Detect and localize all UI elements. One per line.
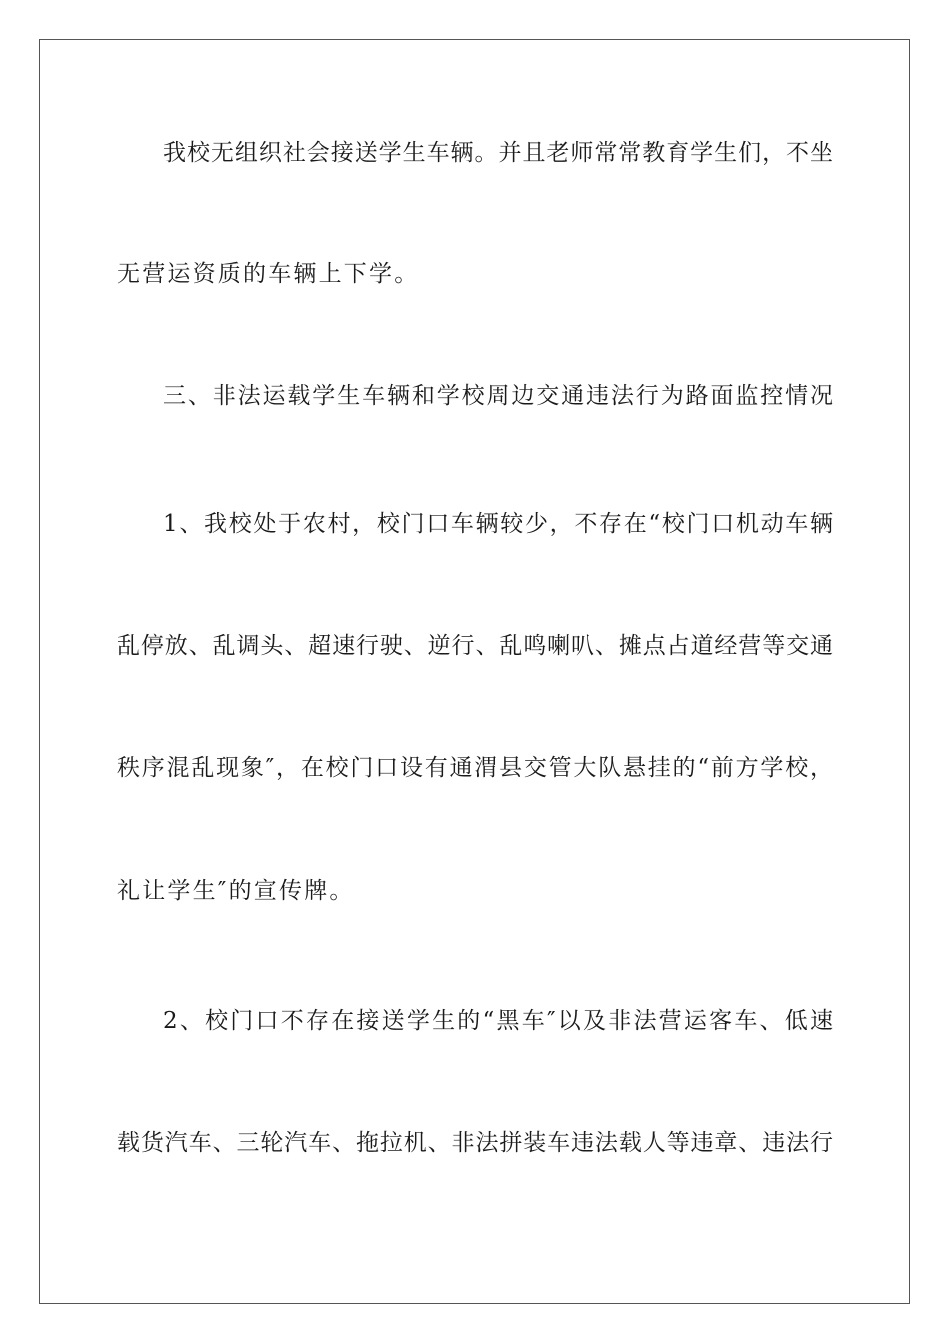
paragraph-line: 秩序混乱现象″，在校门口设有通渭县交管大队悬挂的“前方学校，	[117, 755, 833, 781]
paragraph-line: 礼让学生″的宣传牌。	[117, 878, 355, 904]
paragraph-line: 载货汽车、三轮汽车、拖拉机、非法拼装车违法载人等违章、违法行	[117, 1130, 833, 1156]
section-heading: 三、非法运载学生车辆和学校周边交通违法行为路面监控情况	[163, 383, 833, 409]
page-border	[39, 39, 910, 1304]
paragraph-line: 1、我校处于农村，校门口车辆较少，不存在“校门口机动车辆	[163, 511, 833, 537]
paragraph-line: 无营运资质的车辆上下学。	[117, 261, 420, 287]
paragraph-line: 2、校门口不存在接送学生的“黑车″以及非法营运客车、低速	[163, 1008, 833, 1034]
paragraph-line: 我校无组织社会接送学生车辆。并且老师常常教育学生们，不坐	[163, 140, 833, 166]
paragraph-line: 乱停放、乱调头、超速行驶、逆行、乱鸣喇叭、摊点占道经营等交通	[117, 633, 833, 659]
